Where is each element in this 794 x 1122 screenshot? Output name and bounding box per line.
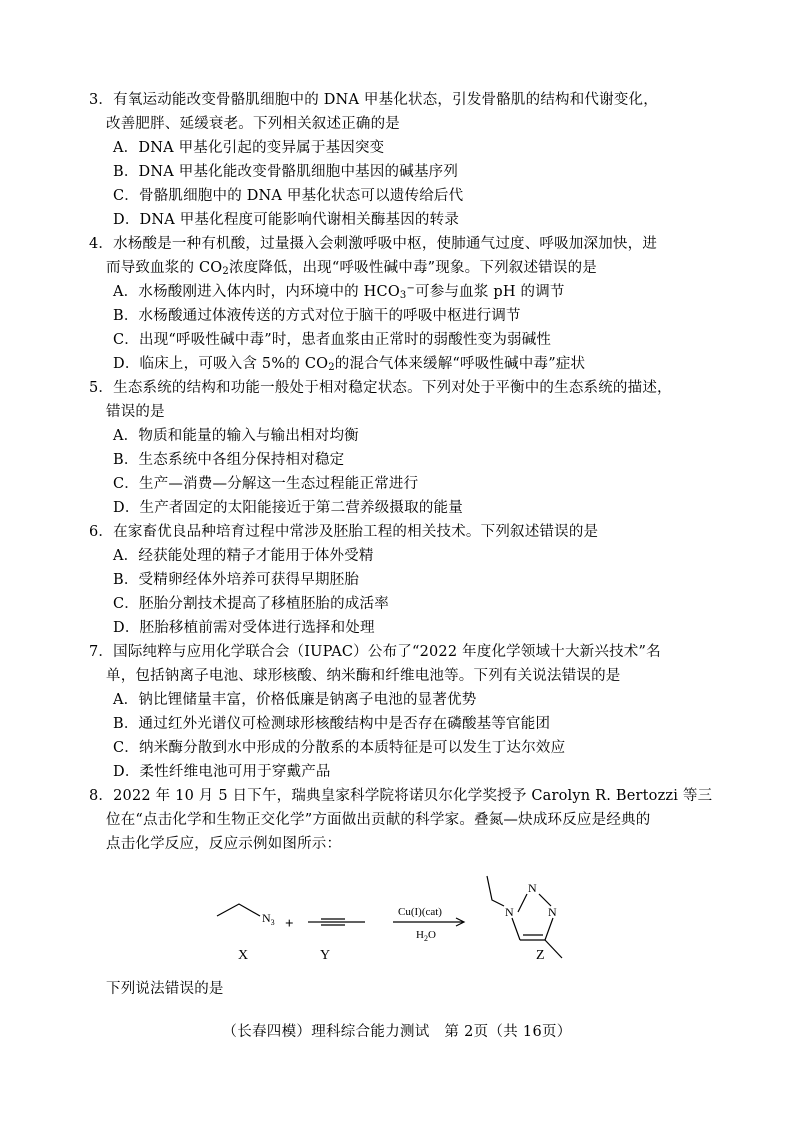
catalyst-label: Cu(I)(cat) <box>398 906 442 918</box>
q7-stem-line1: 7．国际纯粹与应用化学联合会（IUPAC）公布了“2022 年度化学领域十大新兴技术”名 <box>89 644 661 660</box>
q5-option-b: B．生态系统中各组分保持相对稳定 <box>113 452 345 468</box>
q8-stem-line1: 8．2022 年 10 月 5 日下午，瑞典皇家科学院将诺贝尔化学奖授予 Carolyn R. Bertozzi 等三 <box>89 788 713 804</box>
q5-stem-line2: 错误的是 <box>106 404 165 420</box>
q3-option-b: B．DNA 甲基化能改变骨骼肌细胞中基因的碱基序列 <box>113 164 459 180</box>
molecule-z-ethyl <box>487 876 504 906</box>
molecule-z-methyl <box>545 940 562 958</box>
label-y: Y <box>320 948 331 963</box>
triazole-n3-label: N <box>548 905 557 919</box>
q4-option-c: C．出现“呼吸性碱中毒”时，患者血浆由正常时的弱酸性变为弱碱性 <box>113 332 552 348</box>
q7-stem-line2: 单，包括钠离子电池、球形核酸、纳米酶和纤维电池等。下列有关说法错误的是 <box>106 668 621 684</box>
solvent-label: $H_2O$ <box>416 929 436 943</box>
molecule-z-bond-n1-n2 <box>518 894 527 912</box>
q7-option-a: A．钠比锂储量丰富，价格低廉是钠离子电池的显著优势 <box>113 692 477 708</box>
triazole-n1-label: N <box>505 905 514 919</box>
q6-stem-line1: 6．在家畜优良品种培育过程中常涉及胚胎工程的相关技术。下列叙述错误的是 <box>89 524 599 540</box>
q3-option-c: C．骨骼肌细胞中的 DNA 甲基化状态可以遗传给后代 <box>113 188 464 204</box>
triazole-n2-label: N <box>528 881 537 895</box>
q7-option-c: C．纳米酶分散到水中形成的分散系的本质特征是可以发生丁达尔效应 <box>113 740 566 756</box>
q8-stem-line2: 位在“点击化学和生物正交化学”方面做出贡献的科学家。叠氮—炔成环反应是经典的 <box>106 812 651 828</box>
q7-option-b: B．通过红外光谱仪可检测球形核酸结构中是否存在磷酸基等官能团 <box>113 716 551 732</box>
label-z: Z <box>536 948 545 963</box>
q6-option-a: A．经获能处理的精子才能用于体外受精 <box>113 548 374 564</box>
q3-stem-line1: 3．有氧运动能改变骨骼肌细胞中的 DNA 甲基化状态，引发骨骼肌的结构和代谢变化， <box>89 92 658 108</box>
q3-stem-line2: 改善肥胖、延缓衰老。下列相关叙述正确的是 <box>106 116 400 132</box>
azide-n3-label: $N_3$ <box>262 911 275 927</box>
q8-stem-line3: 点击化学反应，反应示例如图所示： <box>106 836 342 852</box>
q4-option-b: B．水杨酸通过体液传送的方式对位于脑干的呼吸中枢进行调节 <box>113 308 521 324</box>
q4-stem-line1: 4．水杨酸是一种有机酸，过量摄入会刺激呼吸中枢，使肺通气过度、呼吸加深加快，进 <box>89 236 658 252</box>
q5-stem-line1: 5．生态系统的结构和功能一般处于相对稳定状态。下列对处于平衡中的生态系统的描述， <box>89 380 672 396</box>
molecule-z-bond-c5-n1 <box>512 918 520 940</box>
q4-option-a: A．水杨酸刚进入体内时，内环境中的 $HCO_3^-$可参与血浆 pH 的调节 <box>113 283 565 301</box>
q5-option-c: C．生产—消费—分解这一生态过程能正常进行 <box>113 476 419 492</box>
molecule-x-skeleton <box>217 904 260 916</box>
q3-option-d: D．DNA 甲基化程度可能影响代谢相关酶基因的转录 <box>113 212 460 228</box>
molecule-z-bond-n3-c4 <box>545 918 553 940</box>
plus-sign: + <box>285 916 294 932</box>
q5-option-d: D．生产者固定的太阳能接近于第二营养级摄取的能量 <box>113 500 463 516</box>
q5-option-a: A．物质和能量的输入与输出相对均衡 <box>113 428 359 444</box>
page-footer: （长春四模）理科综合能力测试 第 2页（共 16页） <box>222 1024 572 1040</box>
q4-stem-line2: 而导致血浆的 $CO_2$浓度降低，出现“呼吸性碱中毒”现象。下列叙述错误的是 <box>106 260 597 277</box>
q6-option-b: B．受精卵经体外培养可获得早期胚胎 <box>113 572 360 588</box>
label-x: X <box>238 948 249 963</box>
q6-option-c: C．胚胎分割技术提高了移植胚胎的成活率 <box>113 596 389 612</box>
q8-prompt: 下列说法错误的是 <box>106 981 224 997</box>
q3-option-a: A．DNA 甲基化引起的变异属于基因突变 <box>113 140 385 156</box>
q4-option-d: D．临床上，可吸入含 5%的 $CO_2$的混合气体来缓解“呼吸性碱中毒”症状 <box>113 356 586 373</box>
click-reaction-figure <box>205 858 605 968</box>
q7-option-d: D．柔性纤维电池可用于穿戴产品 <box>113 764 331 780</box>
q6-option-d: D．胚胎移植前需对受体进行选择和处理 <box>113 620 375 636</box>
